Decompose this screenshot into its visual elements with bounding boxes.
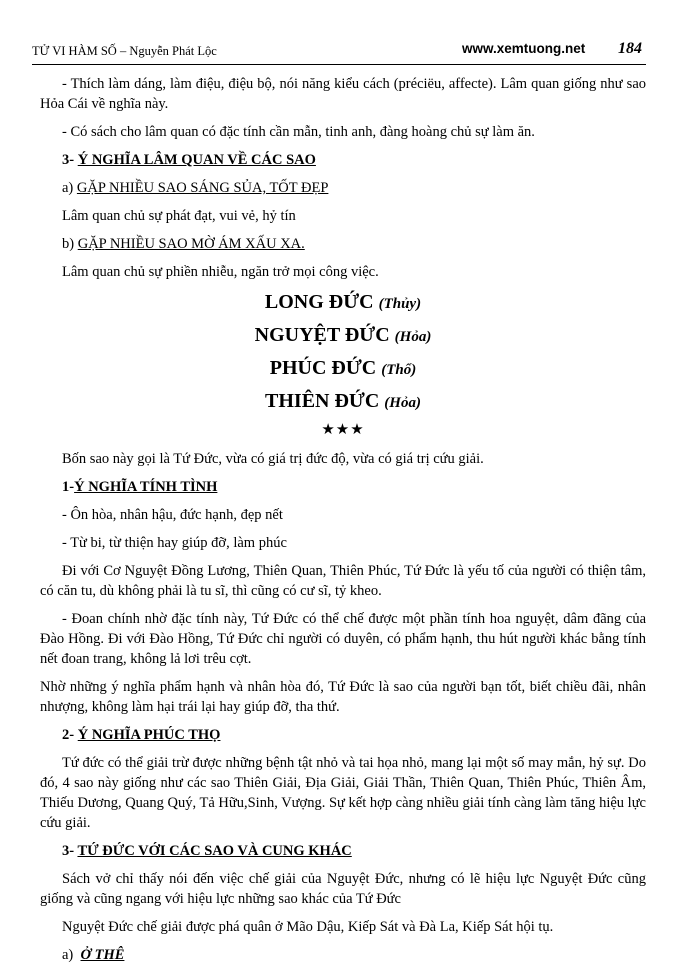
paragraph: Nguyệt Đức chế giải được phá quân ở Mão Dậu, Kiếp Sát và Đà La, Kiếp Sát hội tụ. <box>62 919 554 935</box>
section-title: Ý NGHĨA LÂM QUAN VỀ CÁC SAO <box>77 152 316 168</box>
star-title <box>40 290 646 316</box>
paragraph: Lâm quan chủ sự phiền nhiễu, ngăn trở mọi công việc. <box>62 264 379 280</box>
subheading-title: Ở THÊ <box>80 947 125 963</box>
paragraph: Tứ đức có thể giải trừ được những bệnh tật nhỏ và tai họa nhỏ, mang lại một số may mắn, hỷ sự. Do đó, 4 sao này giống như các sao Thiên Giải, Địa Giải, Giải Thần, Thiên Quan, Thiên Phúc, Thiên Âm, Thiếu Dương, Quang Quý, Tả Hữu,Sinh, Vượng. Sự kết hợp càng nhiều giải tính càng làm tăng hiệu lực cứu giải. <box>40 755 646 831</box>
website-link[interactable]: www.xemtuong.net <box>462 41 586 56</box>
paragraph: Đi với Cơ Nguyệt Đồng Lương, Thiên Quan, Thiên Phúc, Tứ Đức là yếu tố của người có thiện tâm, có căn tu, dù không phải là tu sĩ, thì cũng có cư sĩ, tỷ kheo. <box>40 563 646 599</box>
paragraph: Nhờ những ý nghĩa phẩm hạnh và nhân hòa đó, Tứ Đức là sao của người bạn tốt, biết chiều đãi, nhân nhượng, không làm hại trái lại hay giúp đỡ, tha thứ. <box>40 679 646 715</box>
list-item: - Từ bi, từ thiện hay giúp đỡ, làm phúc <box>62 535 287 551</box>
section-title: TỨ ĐỨC VỚI CÁC SAO VÀ CUNG KHÁC <box>77 843 352 859</box>
section-number: 3- <box>62 152 75 168</box>
paragraph: Lâm quan chủ sự phát đạt, vui vẻ, hỷ tín <box>62 208 296 224</box>
paragraph: - Đoan chính nhờ đặc tính này, Tứ Đức có thể chế được một phần tính hoa nguyệt, dâm đãng của Đào Hồng. Đi với Đào Hồng, Tứ Đức chỉ người có duyên, có phẩm hạnh, thu hút người khác bằng tính nết đoan trang, không lả lơi trêu cợt. <box>40 611 646 667</box>
page-content <box>40 74 646 973</box>
subheading <box>40 234 646 254</box>
subheading-prefix: a) <box>62 180 74 196</box>
star-name: THIÊN ĐỨC <box>265 390 380 412</box>
subheading <box>40 178 646 198</box>
section-number: 3- <box>62 843 75 859</box>
paragraph: - Có sách cho lâm quan có đặc tính cần mẫn, tinh anh, đàng hoàng chủ sự làm ăn. <box>62 124 535 140</box>
star-element: (Thủy) <box>378 296 422 312</box>
section-title: Ý NGHĨA TÍNH TÌNH <box>74 479 218 495</box>
section-heading <box>40 841 646 861</box>
book-title: TỬ VI HÀM SỐ – Nguyễn Phát Lộc <box>32 44 217 58</box>
subheading <box>40 945 646 965</box>
section-heading <box>40 477 646 497</box>
star-title <box>40 323 646 349</box>
star-element: (Hỏa) <box>394 329 432 345</box>
paragraph: Bốn sao này gọi là Tứ Đức, vừa có giá trị đức độ, vừa có giá trị cứu giải. <box>62 451 484 467</box>
subheading-prefix: a) <box>62 947 74 963</box>
star-title <box>40 356 646 382</box>
section-heading <box>40 725 646 745</box>
star-name: PHÚC ĐỨC <box>269 357 377 379</box>
page-number: 184 <box>618 40 642 57</box>
section-title: Ý NGHĨA PHÚC THỌ <box>77 727 221 743</box>
subheading-prefix: b) <box>62 236 75 252</box>
star-ornament-icon: ★★★ <box>321 422 365 438</box>
paragraph: Sách vở chỉ thấy nói đến việc chế giải của Nguyệt Đức, nhưng có lẽ hiệu lực Nguyệt Đức cũng giống và cũng ngang với hiệu lực những sao khác của Tứ Đức <box>40 871 646 907</box>
star-element: (Hỏa) <box>384 395 421 411</box>
section-number: 1- <box>62 479 75 495</box>
paragraph: - Thích làm dáng, làm điệu, điệu bộ, nói năng kiểu cách (préciëu, affecte). Lâm quan giống như sao Hỏa Cái về nghĩa này. <box>40 76 646 112</box>
subheading-title: GẶP NHIỀU SAO MỜ ÁM XẤU XA. <box>77 236 305 252</box>
star-element: (Thổ) <box>381 362 417 378</box>
star-name: NGUYỆT ĐỨC <box>254 324 390 346</box>
star-title <box>40 389 646 415</box>
star-name: LONG ĐỨC <box>264 291 374 313</box>
subheading-title: GẶP NHIỀU SAO SÁNG SỦA, TỐT ĐẸP <box>76 180 329 196</box>
section-heading <box>40 150 646 170</box>
section-number: 2- <box>62 727 75 743</box>
list-item: - Ôn hòa, nhân hậu, đức hạnh, đẹp nết <box>62 507 283 523</box>
page-header <box>32 38 646 65</box>
